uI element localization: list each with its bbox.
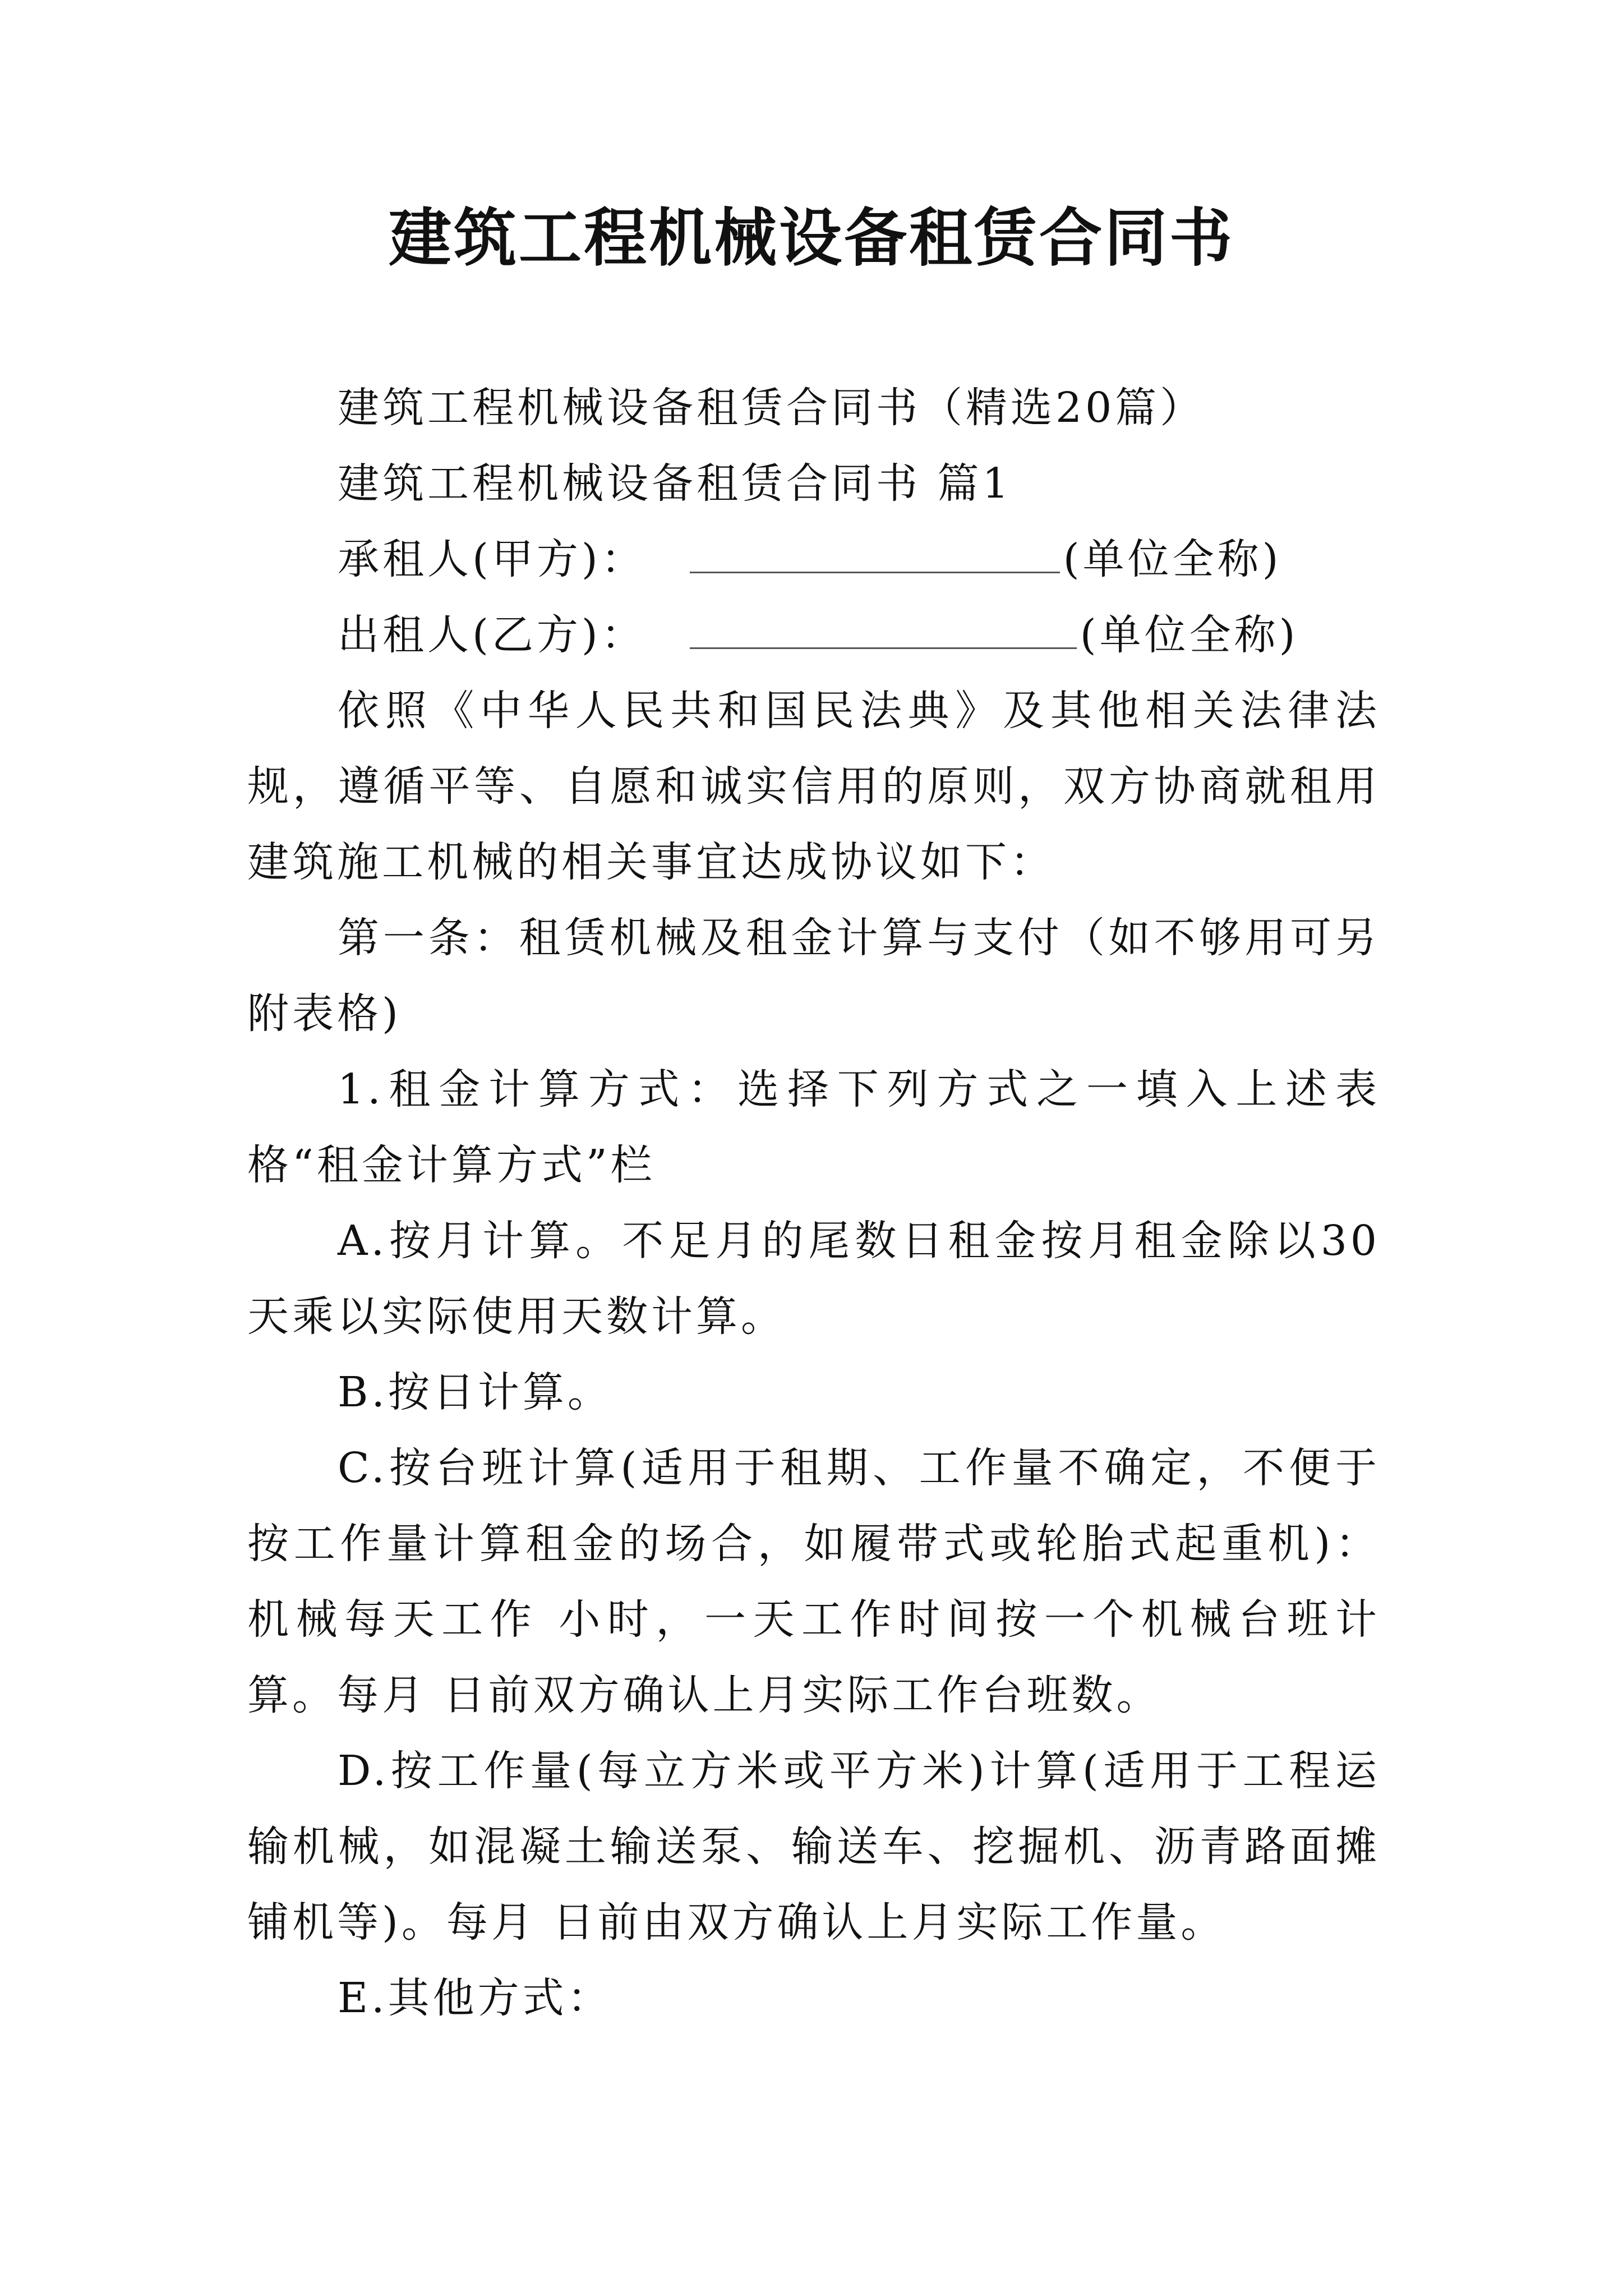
party-b-suffix: (单位全称) bbox=[1080, 611, 1299, 659]
party-a-blank-line bbox=[690, 568, 1060, 573]
subtitle-paragraph: 建筑工程机械设备租赁合同书（精选20篇） bbox=[338, 384, 1205, 432]
party-a-line bbox=[247, 522, 1380, 597]
itemC-paragraph: C.按台班计算(适用于租期、工作量不确定，不便于按工作量计算租金的场合，如履带式或轮胎式起重机)：机械每天工作 小时，一天工作时间按一个机械台班计算。每月 日前双方确认上月实际工作台班数。 bbox=[247, 1444, 1380, 1719]
itemA-paragraph: A.按月计算。不足月的尾数日租金按月租金除以30天乘以实际使用天数计算。 bbox=[247, 1217, 1380, 1341]
party-b-line bbox=[247, 597, 1380, 673]
party-a-suffix: (单位全称) bbox=[1063, 535, 1282, 583]
itemE-paragraph: E.其他方式： bbox=[338, 1974, 612, 2022]
party-b-blank-line bbox=[690, 644, 1077, 649]
party-a-label: 承租人(甲方)： bbox=[338, 535, 646, 583]
preamble-paragraph: 依照《中华人民共和国民法典》及其他相关法律法规，遵循平等、自愿和诚实信用的原则，双方协商就租用建筑施工机械的相关事宜达成协议如下： bbox=[247, 687, 1380, 886]
itemB-paragraph: B.按日计算。 bbox=[338, 1368, 612, 1416]
item1-paragraph: 1.租金计算方式：选择下列方式之一填入上述表格“租金计算方式”栏 bbox=[247, 1065, 1380, 1189]
article1-paragraph: 第一条：租赁机械及租金计算与支付（如不够用可另附表格) bbox=[247, 914, 1380, 1038]
section-title-paragraph: 建筑工程机械设备租赁合同书 篇1 bbox=[338, 459, 1012, 508]
party-b-label: 出租人(乙方)： bbox=[338, 611, 646, 659]
document-body bbox=[247, 370, 1380, 2036]
itemD-paragraph: D.按工作量(每立方米或平方米)计算(适用于工程运输机械，如混凝土输送泵、输送车、挖掘机、沥青路面摊铺机等)。每月 日前由双方确认上月实际工作量。 bbox=[247, 1747, 1380, 1947]
document-title: 建筑工程机械设备租赁合同书 bbox=[389, 201, 1234, 275]
